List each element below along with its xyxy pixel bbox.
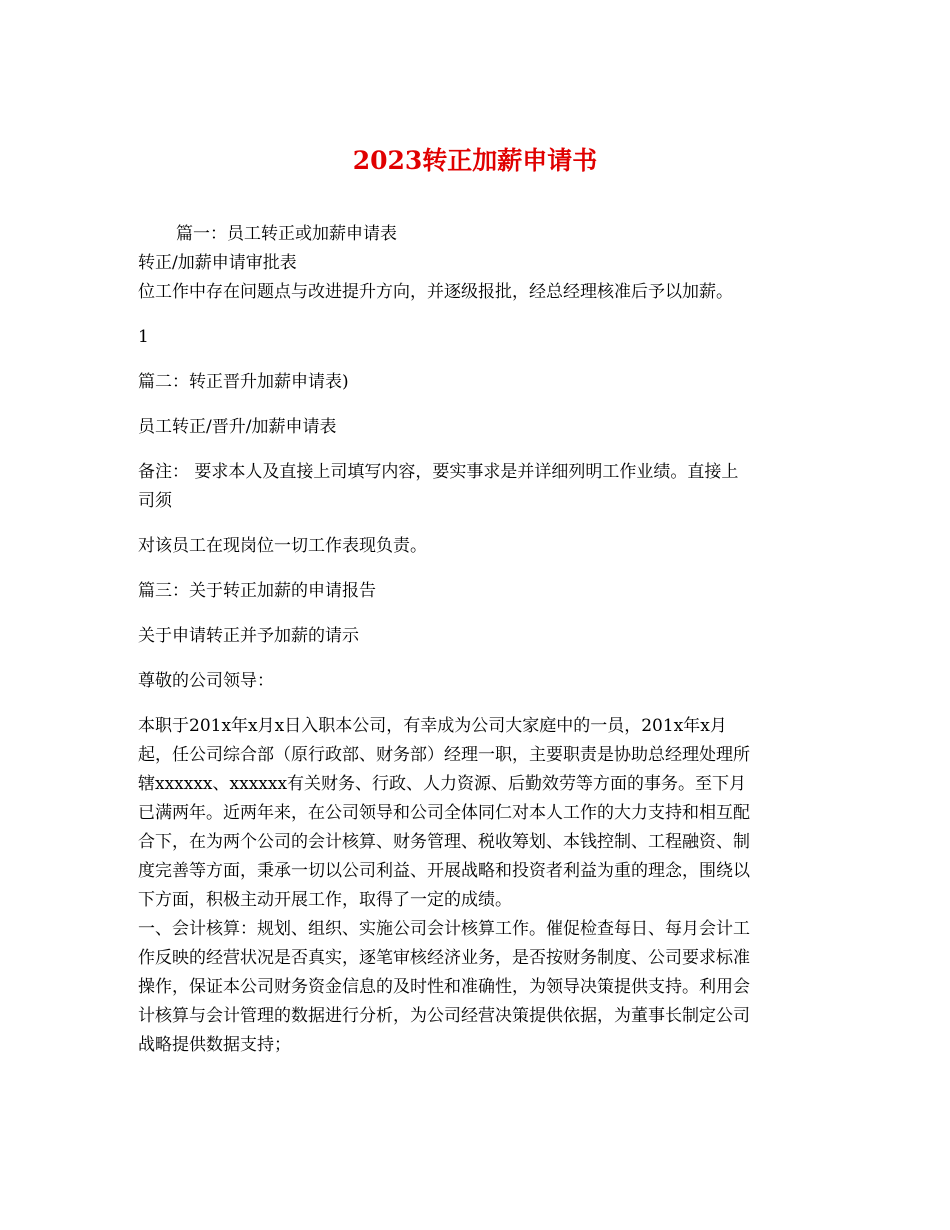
paragraph-line: 度完善等方面，秉承一切以公司利益、开展战略和投资者利益为重的理念，围绕以 <box>138 861 750 881</box>
page-number-text: 1 <box>138 327 149 347</box>
paragraph-line: 计核算与会计管理的数据进行分析，为公司经营决策提供依据，为董事长制定公司 <box>138 1006 750 1026</box>
paragraph-line: 对该员工在现岗位一切工作表现负责。 <box>138 536 427 556</box>
salutation-line: 尊敬的公司领导： <box>138 671 274 691</box>
paragraph-line: 转正/加薪申请审批表 <box>138 253 297 273</box>
paragraph-line: 本职于201x年x月x日入职本公司，有幸成为公司大家庭中的一员，201x年x月 <box>138 716 727 736</box>
section-heading-1: 篇一：员工转正或加薪申请表 <box>176 224 397 244</box>
paragraph-line: 作反映的经营状况是否真实，逐笔审核经济业务，是否按财务制度、公司要求标准 <box>138 948 750 968</box>
paragraph-line: 战略提供数据支持； <box>138 1035 291 1055</box>
paragraph-line: 辖xxxxxx、xxxxxx有关财务、行政、人力资源、后勤效劳等方面的事务。至下月 <box>138 774 747 794</box>
paragraph-line: 关于申请转正并予加薪的请示 <box>138 626 359 646</box>
paragraph-line: 已满两年。近两年来，在公司领导和公司全体同仁对本人工作的大力支持和相互配 <box>138 803 750 823</box>
section-heading-2: 篇二：转正晋升加薪申请表) <box>138 372 349 392</box>
paragraph-line: 位工作中存在问题点与改进提升方向，并逐级报批，经总经理核准后予以加薪。 <box>138 282 733 302</box>
paragraph-line: 合下，在为两个公司的会计核算、财务管理、税收筹划、本钱控制、工程融资、制 <box>138 832 750 852</box>
paragraph-line: 司须 <box>138 491 172 511</box>
paragraph-line: 员工转正/晋升/加薪申请表 <box>138 417 337 437</box>
paragraph-line: 备注： 要求本人及直接上司填写内容，要实事求是并详细列明工作业绩。直接上 <box>138 462 739 482</box>
document-title: 2023转正加薪申请书 <box>352 146 598 175</box>
paragraph-line: 起，任公司综合部（原行政部、财务部）经理一职，主要职责是协助总经理处理所 <box>138 745 750 765</box>
paragraph-line: 一、会计核算：规划、组织、实施公司会计核算工作。催促检查每日、每月会计工 <box>138 919 750 939</box>
document-body <box>138 220 818 1060</box>
paragraph-line: 操作，保证本公司财务资金信息的及时性和准确性，为领导决策提供支持。利用会 <box>138 977 750 997</box>
section-heading-3: 篇三：关于转正加薪的申请报告 <box>138 581 376 601</box>
paragraph-line: 下方面，积极主动开展工作，取得了一定的成绩。 <box>138 890 512 910</box>
